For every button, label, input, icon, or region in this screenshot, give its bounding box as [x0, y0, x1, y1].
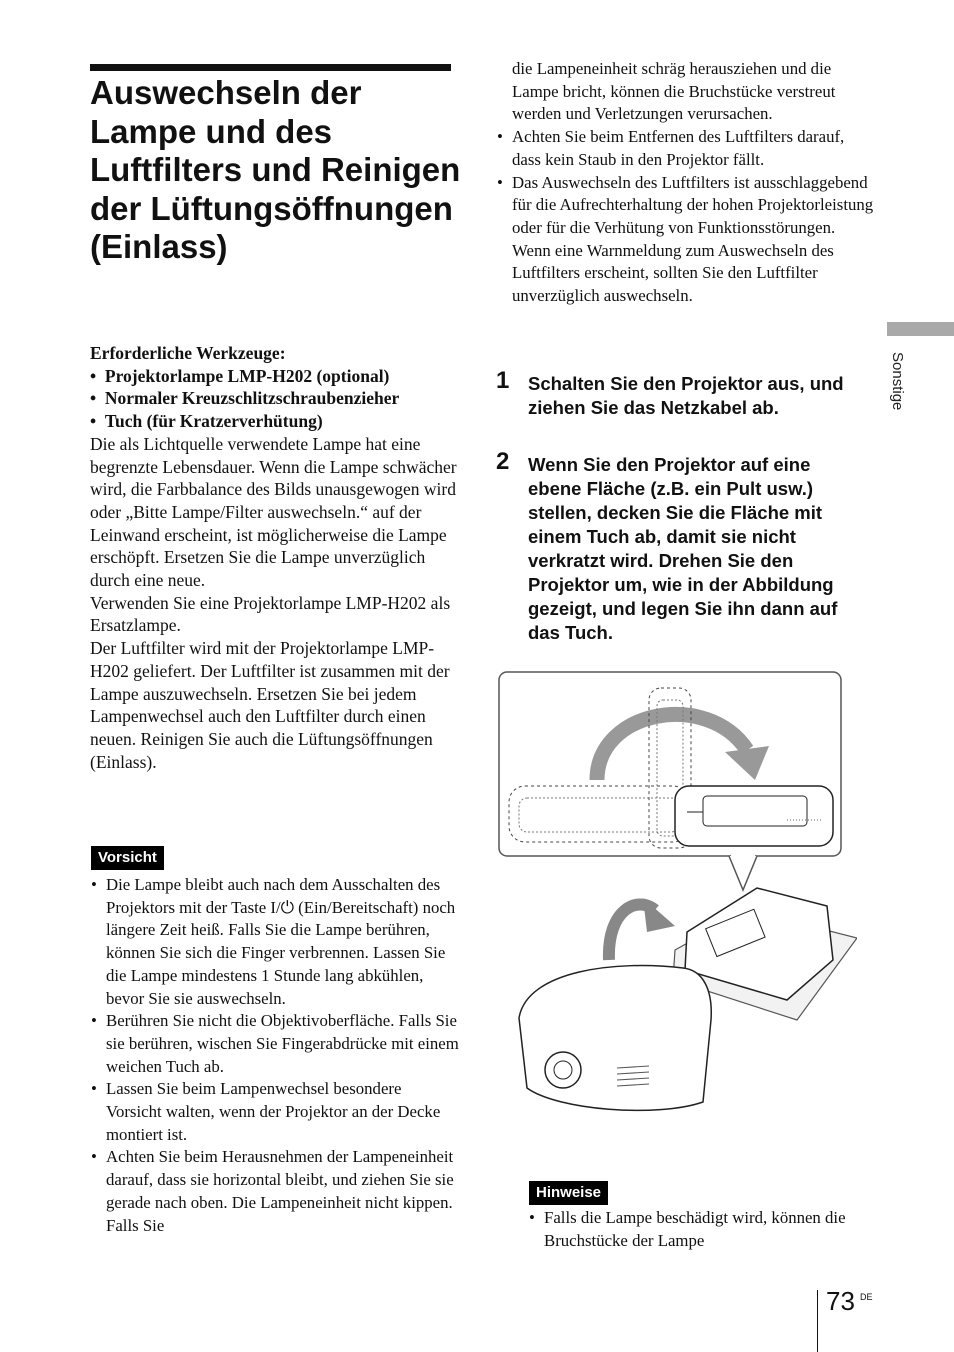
tools-list [90, 365, 460, 433]
step-1 [496, 367, 866, 420]
step-number: 2 [496, 448, 510, 475]
title-rule [90, 64, 451, 71]
callout-pointer [729, 856, 757, 890]
caution-label: Vorsicht [91, 846, 164, 870]
tools-item: • Projektorlampe LMP-H202 (optional) [90, 365, 390, 386]
side-tab-label: Sonstige [889, 352, 906, 411]
tools-item: • Normaler Kreuzschlitzschraubenzieher [90, 388, 400, 409]
caution-list-continued [496, 126, 876, 308]
page-title: Auswechseln der Lampe und des Luftfilters und Reinigen der Lüftungsöffnungen (Einlass) [90, 74, 461, 265]
caution-list [90, 874, 460, 1237]
caution-continuation: die Lampeneinheit schräg herausziehen und die Lampe bricht, können die Bruchstücke verstreut werden und Verletzungen verursachen. [512, 59, 836, 124]
step-2 [496, 448, 866, 645]
tools-heading: Erforderliche Werkzeuge: [90, 343, 286, 363]
caution-item: • Berühren Sie nicht die Objektivoberfläche. Falls Sie sie berühren, wischen Sie Fingerabdrücke mit einem weichen Tuch ab. [90, 1010, 460, 1078]
lens-icon [545, 1052, 581, 1088]
tools-item: • Tuch (für Kratzerverhütung) [90, 411, 323, 432]
caution-continuation-block [496, 58, 876, 308]
notes-list [528, 1207, 858, 1252]
left-column [90, 342, 460, 773]
step-number: 1 [496, 367, 510, 394]
page-number: 73 [826, 1286, 855, 1316]
caution-item: • Achten Sie beim Entfernen des Luftfilters darauf, dass kein Staub in den Projektor fällt. [496, 126, 876, 171]
notes-label: Hinweise [529, 1181, 608, 1205]
intro-paragraph: Die als Lichtquelle verwendete Lampe hat eine begrenzte Lebensdauer. Wenn die Lampe schwächer wird, die Farbbalance des Bilds unausgewogen wird oder „Bitte Lampe/Filter auswechseln.“ auf der Leinwand erscheint, ist möglicherweise die Lampe erschöpft. Ersetzen Sie die Lampe unverzüglich durch eine neue. [90, 433, 457, 591]
caution-item: • Achten Sie beim Herausnehmen der Lampeneinheit darauf, dass sie horizontal bleibt, und ziehen Sie sie gerade nach oben. Die Lampeneinheit nicht kippen. Falls Sie [90, 1146, 460, 1237]
side-tab-marker [887, 322, 954, 336]
caution-item: • Das Auswechseln des Luftfilters ist ausschlaggebend für die Aufrechterhaltung der hohen Projektorleistung oder für die Verhütung von Funktionsstörungen. Wenn eine Warnmeldung zum Auswechseln des Luftfilters erscheint, sollten Sie den Luftfilter unverzüglich auswechseln. [496, 172, 876, 308]
page-language: DE [860, 1292, 873, 1302]
intro-paragraph: Der Luftfilter wird mit der Projektorlampe LMP-H202 geliefert. Der Luftfilter ist zusammen mit der Lampe auszuwechseln. Ersetzen Sie bei jedem Lampenwechsel auch den Luftfilter durch einen neuen. Reinigen Sie auch die Lüftungsöffnungen (Einlass). [90, 638, 450, 772]
page-rule [817, 1290, 818, 1352]
step-text: Schalten Sie den Projektor aus, und ziehen Sie das Netzkabel ab. [528, 373, 844, 418]
caution-item: • Die Lampe bleibt auch nach dem Ausschalten des Projektors mit der Taste I/⏻ (Ein/Bereitschaft) noch längere Zeit heiß. Falls Sie die Lampe berühren, können Sie sich die Finger verbrennen. Lassen Sie die Lampe mindestens 1 Stunde lang abkühlen, bevor Sie sie auswechseln. [90, 874, 460, 1010]
step-text: Wenn Sie den Projektor auf eine ebene Fläche (z.B. ein Pult usw.) stellen, decken Sie die Fläche mit einem Tuch ab, damit sie nicht verkratzt wird. Drehen Sie den Projektor um, wie in der Abbildung gezeigt, und legen Sie ihn dann auf das Tuch. [528, 454, 838, 643]
projector-upside-down [675, 786, 833, 846]
caution-item: • Lassen Sie beim Lampenwechsel besondere Vorsicht walten, wenn der Projektor an der Decke montiert ist. [90, 1078, 460, 1146]
intro-paragraph: Verwenden Sie eine Projektorlampe LMP-H202 als Ersatzlampe. [90, 592, 451, 636]
projector-front [519, 966, 711, 1111]
projector-flip-illustration [497, 670, 857, 1120]
notes-item: • Falls die Lampe beschädigt wird, können die Bruchstücke der Lampe [528, 1207, 858, 1252]
